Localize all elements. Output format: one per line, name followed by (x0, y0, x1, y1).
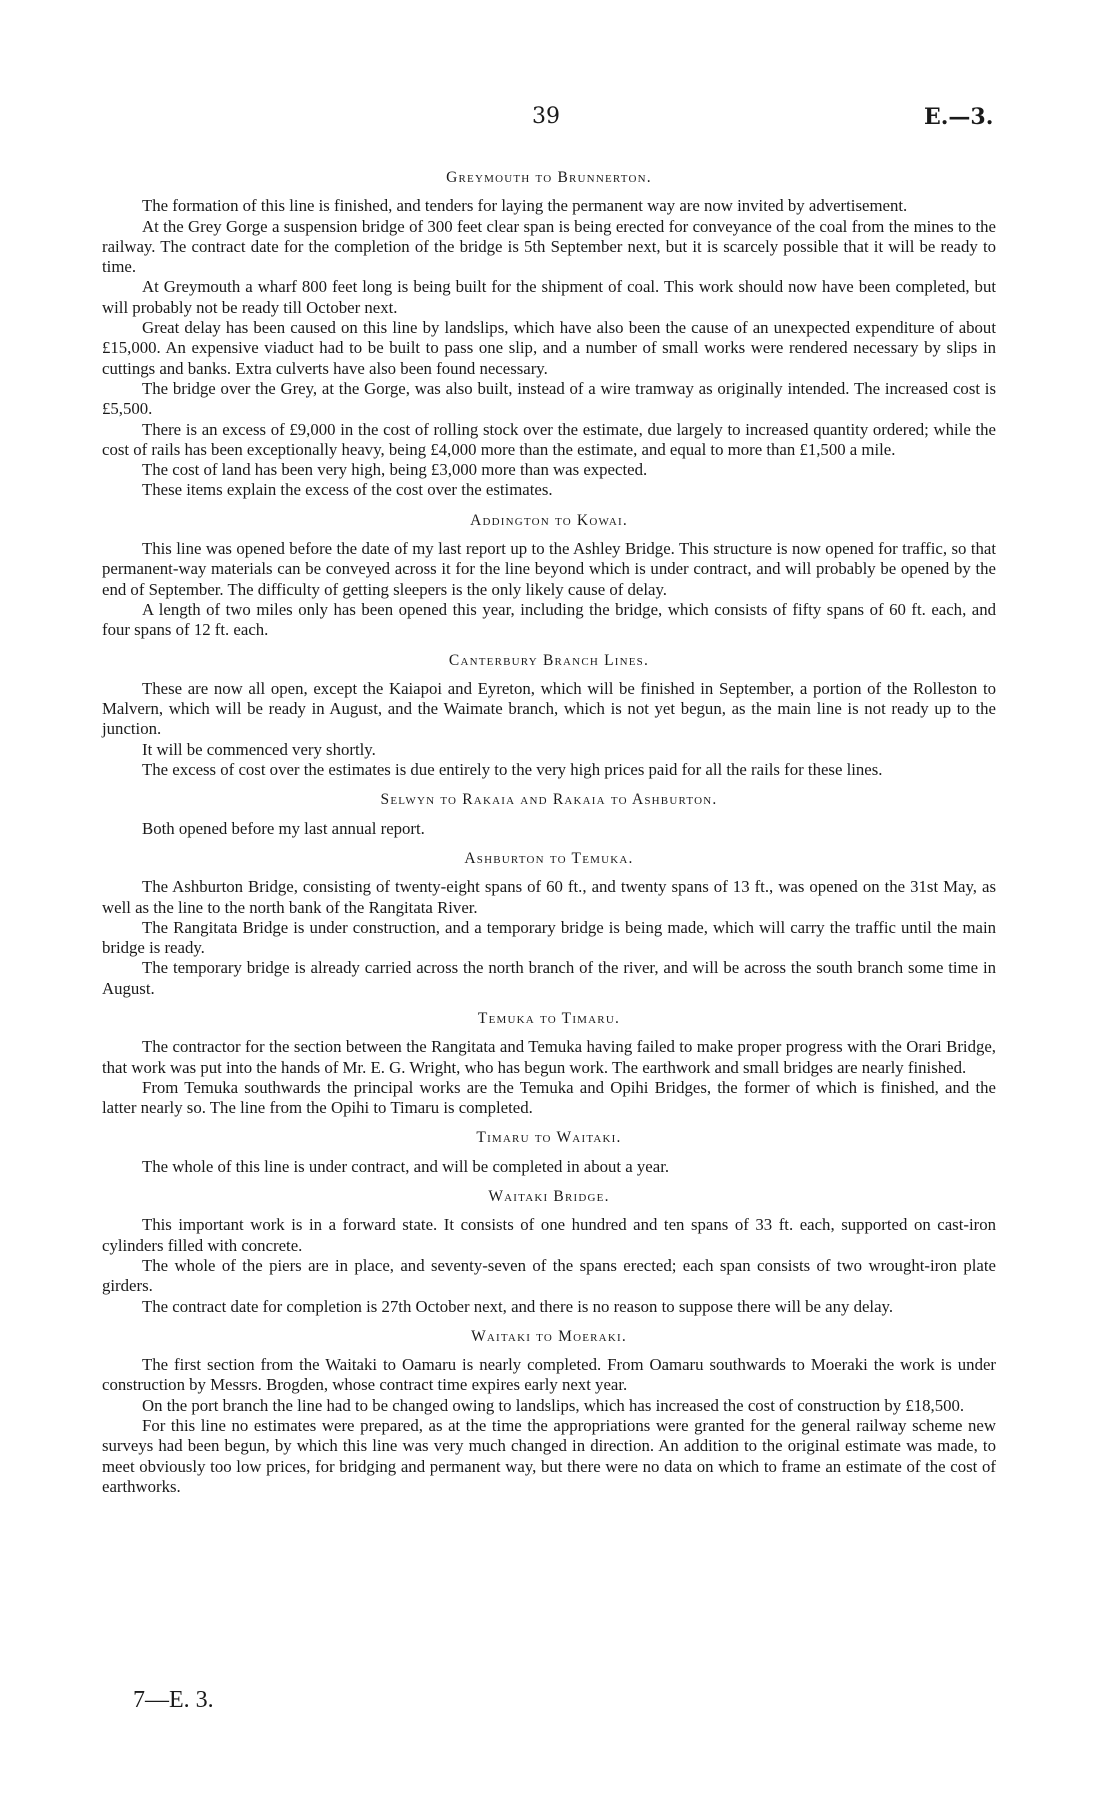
section-paragraph: The Ashburton Bridge, consisting of twenty-eight spans of 60 ft., and twenty spans of 13 ft., was opened on the 31st May, as well as the line to the north bank of the Rangitata River. (102, 877, 996, 917)
report-section (102, 1327, 996, 1497)
report-section (102, 1009, 996, 1118)
section-paragraph: The cost of land has been very high, being £3,000 more than was expected. (142, 460, 648, 480)
document-reference: E.—3. (924, 104, 994, 130)
document-body (102, 158, 996, 1497)
section-paragraph: These are now all open, except the Kaiapoi and Eyreton, which will be finished in September, a portion of the Rolleston to Malvern, which will be ready in August, and the Waimate branch, which is not yet begun, as the main line is not ready up to the junction. (102, 678, 996, 739)
section-paragraph: The whole of the piers are in place, and seventy-seven of the spans erected; each span consists of two wrought-iron plate girders. (102, 1255, 996, 1296)
section-heading: Waitaki Bridge. (488, 1188, 610, 1206)
section-heading: Timaru to Waitaki. (476, 1129, 622, 1147)
section-paragraph: On the port branch the line had to be changed owing to landslips, which has increased the cost of construction by £18,500. (142, 1395, 965, 1415)
section-paragraph: At Greymouth a wharf 800 feet long is being built for the shipment of coal. This work should now have been completed, but will probably not be ready till October next. (102, 277, 996, 317)
report-section (102, 849, 996, 999)
section-heading: Waitaki to Moeraki. (471, 1327, 627, 1345)
section-paragraph: This line was opened before the date of my last report up to the Ashley Bridge. This structure is now opened for traffic, so that permanent-way materials can be conveyed across it for the line beyond which is under contract, and will probably be opened by the end of September. The difficulty of getting sleepers is the only likely cause of delay. (102, 539, 996, 599)
section-paragraph: At the Grey Gorge a suspension bridge of 300 feet clear span is being erected for conveyance of the coal from the mines to the railway. The contract date for the completion of the bridge is 5th September next, but it is scarcely possible that it will be ready to time. (102, 216, 996, 277)
section-paragraph: The contractor for the section between the Rangitata and Temuka having failed to make proper progress with the Orari Bridge, that work was put into the hands of Mr. E. G. Wright, who has begun work. The earthwork and small bridges are nearly finished. (102, 1037, 996, 1077)
section-paragraph: A length of two miles only has been opened this year, including the bridge, which consists of fifty spans of 60 ft. each, and four spans of 12 ft. each. (102, 599, 996, 640)
page-number: 39 (532, 104, 560, 129)
section-paragraph: For this line no estimates were prepared, as at the time the appropriations were granted for the general railway scheme new surveys had been begun, by which this line was very much changed in direction. An addition to the original estimate was made, to meet obviously too low prices, for bridging and permanent way, but there were no data on which to frame an estimate of the cost of earthworks. (102, 1416, 996, 1496)
section-heading: Selwyn to Rakaia and Rakaia to Ashburton. (380, 791, 718, 809)
section-paragraph: It will be commenced very shortly. (142, 739, 376, 759)
section-heading: Ashburton to Temuka. (464, 849, 634, 867)
section-heading: Canterbury Branch Lines. (448, 651, 650, 669)
section-paragraph: These items explain the excess of the cost over the estimates. (142, 480, 553, 500)
section-heading: Temuka to Timaru. (477, 1009, 621, 1027)
section-paragraph: There is an excess of £9,000 in the cost of rolling stock over the estimate, due largely to increased quantity ordered; while the cost of rails has been exceptionally heavy, being £4,000 more than the estimate, and equal to more than £1,500 a mile. (102, 419, 996, 459)
section-heading: Addington to Kowai. (470, 511, 628, 529)
report-section (102, 1187, 996, 1317)
section-paragraph: The temporary bridge is already carried across the north branch of the river, and will be across the south branch some time in August. (102, 958, 996, 998)
report-section (102, 1128, 996, 1177)
section-paragraph: The first section from the Waitaki to Oamaru is nearly completed. From Oamaru southwards to Moeraki the work is under construction by Messrs. Brogden, whose contract time expires early next year. (102, 1355, 996, 1395)
report-section (102, 790, 996, 839)
section-paragraph: The Rangitata Bridge is under construction, and a temporary bridge is being made, which will carry the traffic until the main bridge is ready. (102, 917, 996, 958)
section-paragraph: The whole of this line is under contract, and will be completed in about a year. (142, 1156, 670, 1176)
report-section (102, 651, 996, 781)
section-paragraph: This important work is in a forward state. It consists of one hundred and ten spans of 33 ft. each, supported on cast-iron cylinders filled with concrete. (102, 1215, 996, 1255)
section-paragraph: Both opened before my last annual report. (142, 818, 425, 838)
section-paragraph: The contract date for completion is 27th October next, and there is no reason to suppose there will be any delay. (142, 1296, 894, 1316)
section-heading: Greymouth to Brunnerton. (446, 169, 652, 186)
section-paragraph: The formation of this line is finished, and tenders for laying the permanent way are now invited by advertisement. (142, 196, 908, 216)
section-paragraph: The excess of cost over the estimates is due entirely to the very high prices paid for all the rails for these lines. (142, 760, 883, 780)
section-paragraph: Great delay has been caused on this line by landslips, which have also been the cause of an unexpected expenditure of about £15,000. An expensive viaduct had to be built to pass one slip, and a number of small works were rendered necessary by slips in cuttings and banks. Extra culverts have also been found necessary. (102, 318, 996, 378)
report-section (102, 168, 996, 501)
section-paragraph: From Temuka southwards the principal works are the Temuka and Opihi Bridges, the former of which is finished, and the latter nearly so. The line from the Opihi to Timaru is completed. (102, 1077, 996, 1118)
report-section (102, 511, 996, 641)
section-paragraph: The bridge over the Grey, at the Gorge, was also built, instead of a wire tramway as originally intended. The increased cost is £5,500. (102, 378, 996, 419)
sheet-signature: 7—E. 3. (133, 1687, 214, 1713)
